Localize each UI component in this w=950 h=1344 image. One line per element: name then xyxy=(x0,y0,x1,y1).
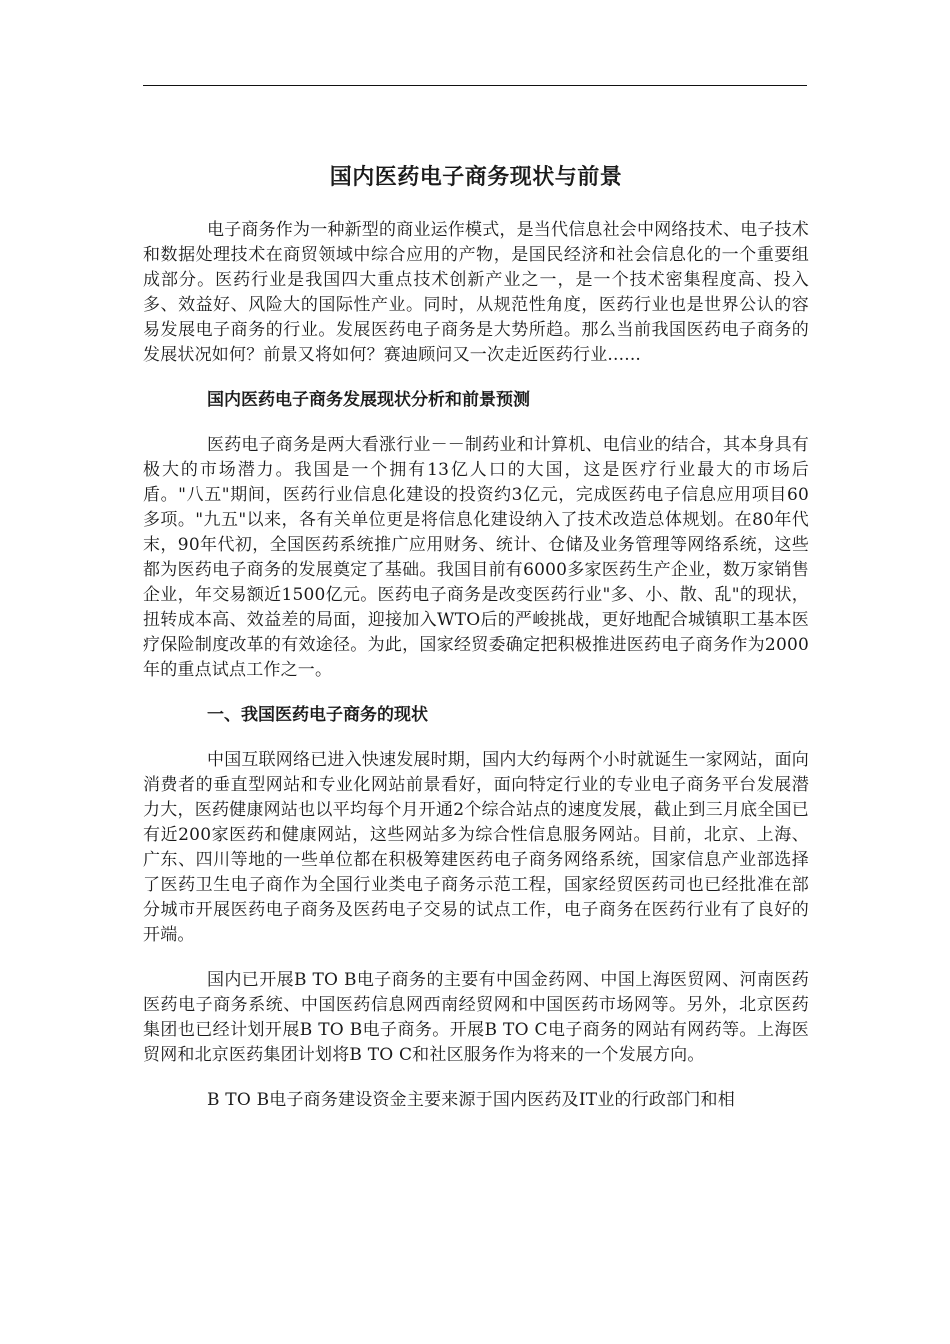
document-body xyxy=(143,160,809,1133)
intro-paragraph: 电子商务作为一种新型的商业运作模式，是当代信息社会中网络技术、电子技术和数据处理技术在商贸领域中综合应用的产物，是国民经济和社会信息化的一个重要组成部分。医药行业是我国四大重点技术创新产业之一，是一个技术密集程度高、投入多、效益好、风险大的国际性产业。同时，从规范性角度，医药行业也是世界公认的容易发展电子商务的行业。发展医药电子商务是大势所趋。那么当前我国医药电子商务的发展状况如何？前景又将如何？赛迪顾问又一次走近医药行业...... xyxy=(143,220,809,365)
analysis-paragraph: 医药电子商务是两大看涨行业－－制药业和计算机、电信业的结合，其本身具有极大的市场潜力。我国是一个拥有13亿人口的大国，这是医疗行业最大的市场后盾。"八五"期间，医药行业信息化建设的投资约3亿元，完成医药电子信息应用项目60多项。"九五"以来，各有关单位更是将信息化建设纳入了技术改造总体规划。在80年代末，90年代初，全国医药系统推广应用财务、统计、仓储及业务管理等网络系统，这些都为医药电子商务的发展奠定了基础。我国目前有6000多家医药生产企业，数万家销售企业，年交易额近1500亿元。医药电子商务是改变医药行业"多、小、散、乱"的现状，扭转成本高、效益差的局面，迎接加入WTO后的严峻挑战，更好地配合城镇职工基本医疗保险制度改革的有效途径。为此，国家经贸委确定把积极推进医药电子商务作为2000年的重点试点工作之一。 xyxy=(143,435,809,680)
status-paragraph-3: B TO B电子商务建设资金主要来源于国内医药及IT业的行政部门和相 xyxy=(207,1090,735,1110)
status-paragraph-2: 国内已开展B TO B电子商务的主要有中国金药网、中国上海医贸网、河南医药医药电子商务系统、中国医药信息网西南经贸网和中国医药市场网等。另外，北京医药集团也已经计划开展B TO B电子商务。开展B TO C电子商务的网站有网药等。上海医贸网和北京医药集团计划将B TO C和社区服务作为将来的一个发展方向。 xyxy=(143,970,809,1065)
section-heading-analysis: 国内医药电子商务发展现状分析和前景预测 xyxy=(207,390,530,410)
document-title: 国内医药电子商务现状与前景 xyxy=(329,164,623,190)
header-rule xyxy=(143,85,807,86)
status-paragraph-1: 中国互联网络已进入快速发展时期，国内大约每两个小时就诞生一家网站，面向消费者的垂直型网站和专业化网站前景看好，面向特定行业的专业电子商务平台发展潜力大，医药健康网站也以平均每个月开通2个综合站点的速度发展，截止到三月底全国已有近200家医药和健康网站，这些网站多为综合性信息服务网站。目前，北京、上海、广东、四川等地的一些单位都在积极筹建医药电子商务网络系统，国家信息产业部选择了医药卫生电子商作为全国行业类电子商务示范工程，国家经贸医药司也已经批准在部分城市开展医药电子商务及医药电子交易的试点工作，电子商务在医药行业有了良好的开端。 xyxy=(143,750,809,945)
section-heading-status: 一、我国医药电子商务的现状 xyxy=(207,705,428,725)
